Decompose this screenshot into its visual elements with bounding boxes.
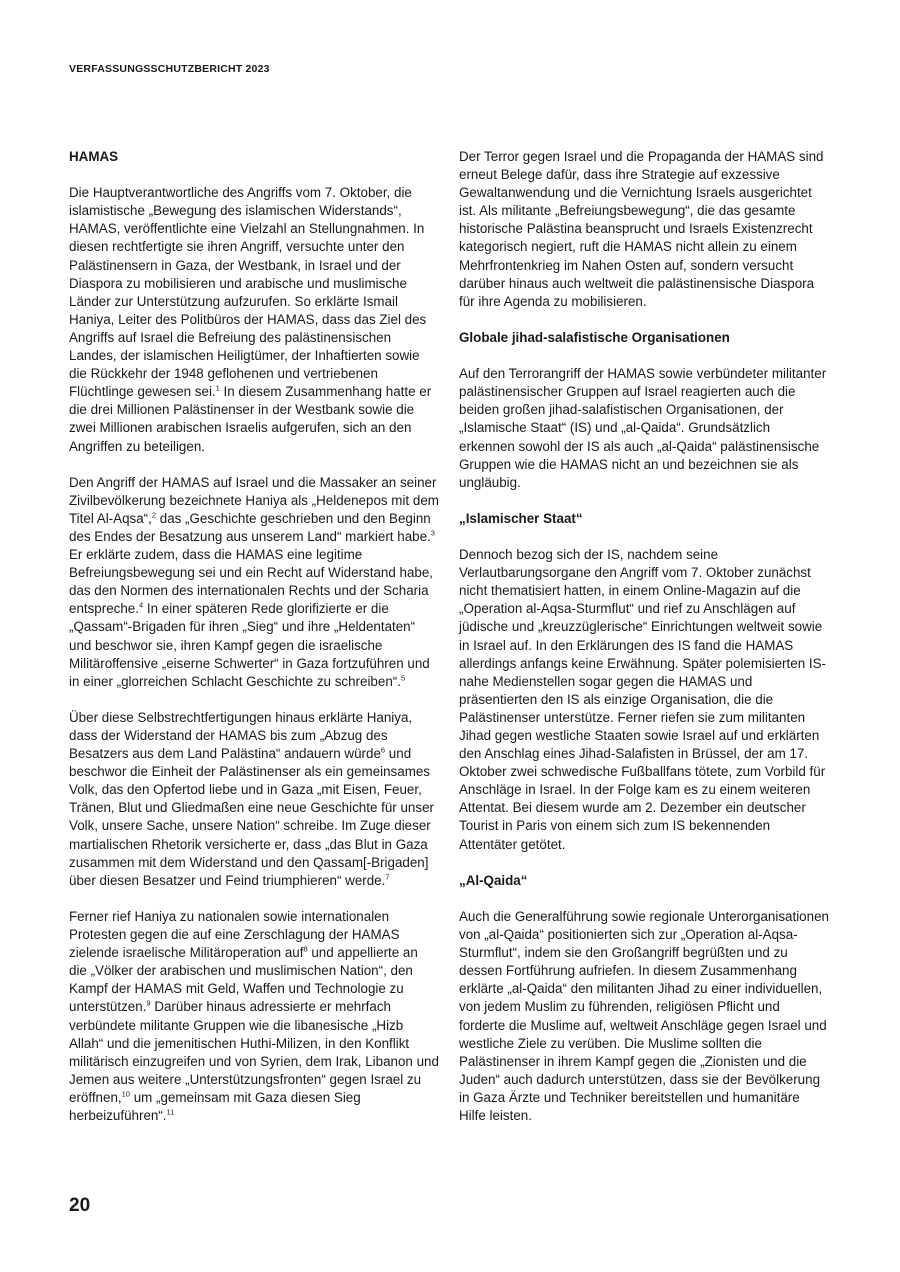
footnote-ref[interactable]: 2 — [151, 510, 157, 520]
paragraph: Auf den Terrorangriff der HAMAS sowie verbündeter militanter palästinensischer Gruppen auf Israel reagierten auch die beiden großen jihad-salafistischen Organisationen, der „Islamische Staat“ (IS) und „al-Qaida“. Grundsätzlich erkennen sowohl der IS als auch „al-Qaida“ palästinensische Gruppen wie die HAMAS nicht an und bezeichnen sie als ungläubig. — [459, 366, 827, 490]
footnote-ref[interactable]: 1 — [215, 383, 220, 393]
footnote-ref[interactable]: 11 — [166, 1107, 175, 1117]
paragraph: Dennoch bezog sich der IS, nachdem seine Verlautbarungsorgane den Angriff vom 7. Oktober zunächst nicht thematisiert hatten, in einem Online-Magazin auf die „Operation al-Aqsa-Sturmflut“ und rief zu Anschlägen auf jüdische und „kreuzzüglerische“ Einrichtungen weltweit sowie in Israel auf. In den Erklärungen des IS fand die HAMAS allerdings anfangs keine Erwähnung. Später polemisierten IS-nahe Medienstellen sogar gegen die HAMAS und präsentierten den IS als einzige Organisation, die die Palästinenser unterstütze. Ferner riefen sie zum militanten Jihad gegen westliche Staaten sowie Israel auf und erklärten den Anschlag eines Jihad-Salafisten in Brüssel, der am 17. Oktober zwei schwedische Fußballfans tötete, zum Vorbild für Anschläge in Israel. In der Folge kam es zu einem weiteren Attentat. Bei diesem wurde am 2. Dezember ein deutscher Tourist in Paris von einem sich zum IS bekennenden Attentäter getötet. — [459, 547, 826, 852]
paragraph: Auch die Generalführung sowie regionale Unterorganisationen von „al-Qaida“ positionierten sich zur „Operation al-Aqsa-Sturmflut“, indem sie den Großangriff begrüßten und zu dessen Fortführung aufriefen. In diesem Zusammenhang erklärte „al-Qaida“ den militanten Jihad zu einer individuellen, von jedem Muslim zu führenden, religiösen Pflicht und forderte die Muslime auf, weltweit Anschläge gegen Israel und westliche Ziele zu verüben. Die Muslime sollten die Palästinenser in ihrem Kampf gegen die „Zionisten und die Juden“ auch dadurch unterstützen, dass sie der Bevölkerung in Gaza Ärzte und Techniker bereitstellen und humanitäre Hilfe leisten. — [459, 908, 829, 1123]
paragraph: Die Hauptverantwortliche des Angriffs vom 7. Oktober, die islamistische „Bewegung des islamischen Widerstands“, HAMAS, veröffentlichte eine Vielzahl an Stellungnahmen. In diesen rechtfertigte sie ihren Angriff, versuchte unter den Palästinensern in Gaza, der Westbank, in Israel und der Diaspora zu mobilisieren und arabische und muslimische Länder zur Unterstützung aufzurufen. So erklärte Ismail Haniya, Leiter des Politbüros der HAMAS, dass das Ziel des Angriffs auf Israel die Befreiung des palästinensischen Landes, der islamischen Heiligtümer, der Inhaftierten sowie die Rückkehr der 1948 geflohenen und vertriebenen Flüchtlinge gewesen sei.$^1$ In diesem Zusammenhang hatte er die drei Millionen Palästinenser in der Westbank sowie die zwei Millionen arabischen Israelis aufgerufen, sich an den Angriffen zu beteiligen. — [69, 185, 432, 454]
footnote-ref[interactable]: 7 — [385, 872, 390, 882]
footnote-ref[interactable]: 3 — [430, 528, 435, 538]
left-column — [69, 148, 439, 1143]
section-heading-global-jihad: Globale jihad-salafistische Organisationen — [459, 329, 730, 345]
right-column — [459, 148, 829, 1143]
footnote-ref[interactable]: 9 — [146, 998, 151, 1008]
footnote-ref[interactable]: 5 — [400, 673, 406, 683]
page-number: 20 — [69, 1195, 91, 1216]
section-heading-al-qaida: „Al-Qaida“ — [459, 872, 528, 888]
paragraph: Der Terror gegen Israel und die Propaganda der HAMAS sind erneut Belege dafür, dass ihre Strategie auf exzessive Gewaltanwendung und die Vernichtung Israels ausgerichtet ist. Als militante „Befreiungsbewegung“, die das gesamte historische Palästina beansprucht und Israels Existenzrecht kategorisch negiert, ruft die HAMAS nicht allein zu einem Mehrfrontenkrieg im Nahen Osten auf, sondern versucht darüber hinaus auch weltweit die palästinensische Diaspora für ihre Agenda zu mobilisieren. — [459, 149, 824, 309]
paragraph: Über diese Selbstrechtfertigungen hinaus erklärte Haniya, dass der Widerstand der HAMAS bis zum „Abzug des Besatzers aus dem Land Palästina“ andauern würde$^6$ und beschwor die Einheit der Palästinenser als ein gemeinsames Volk, das den Opfertod liebe und in Gaza „mit Eisen, Feuer, Tränen, Blut und Gliedmaßen eine neue Geschichte für unser Volk, unsere Sache, unsere Nation“ schreibe. Im Zuge dieser martialischen Rhetorik versicherte er, dass „das Blut in Gaza zusammen mit dem Widerstand und den Qassam[-Brigaden] über diesen Besatzer und Feind triumphieren“ werde.$^7$ — [69, 709, 434, 888]
footnote-ref[interactable]: 10 — [121, 1089, 130, 1099]
paragraph: Den Angriff der HAMAS auf Israel und die Massaker an seiner Zivilbevölkerung bezeichnete Haniya als „Heldenepos mit dem Titel Al-Aqsa“,$^2$ das „Geschichte geschrieben und den Beginn des Endes der Besatzung aus unserem Land“ markiert habe.$^3$ Er erklärte zudem, dass die HAMAS eine legitime Befreiungsbewegung sei und ein Recht auf Widerstand habe, das den Normen des internationalen Rechts und der Scharia entspreche.$^4$ In einer späteren Rede glorifizierte er die „Qassam“-Brigaden für ihren „Sieg“ und ihre „Heldentaten“ und beschwor sie, ihren Kampf gegen die israelische Militäroffensive „eiserne Schwerter“ in Gaza fortzuführen und in einer „glorreichen Schlacht Geschichte zu schreiben“.$^5$ — [69, 474, 439, 689]
section-heading-islamic-state: „Islamischer Staat“ — [459, 510, 583, 526]
footnote-ref[interactable]: 8 — [303, 944, 308, 954]
running-header: VERFASSUNGSSCHUTZBERICHT 2023 — [69, 63, 270, 75]
footnote-ref[interactable]: 6 — [380, 745, 386, 755]
section-heading-hamas: HAMAS — [69, 149, 119, 164]
footnote-ref[interactable]: 4 — [138, 600, 144, 610]
paragraph: Ferner rief Haniya zu nationalen sowie internationalen Protesten gegen die auf eine Zerschlagung der HAMAS zielende israelische Militäroperation auf$^8$ und appellierte an die „Völker der arabischen und muslimischen Nation“, den Kampf der HAMAS mit Geld, Waffen und Technologie zu unterstützen.$^9$ Darüber hinaus adressierte er mehrfach verbündete militante Gruppen wie die libanesische „Hizb Allah“ und die jemenitischen Huthi-Milizen, in den Konflikt militärisch einzugreifen und von Syrien, dem Irak, Libanon und Jemen aus weitere „Unterstützungsfronten“ gegen Israel zu eröffnen,$^{10}$ um „gemeinsam mit Gaza diesen Sieg herbeizuführen“.$^{11}$ — [69, 908, 439, 1123]
